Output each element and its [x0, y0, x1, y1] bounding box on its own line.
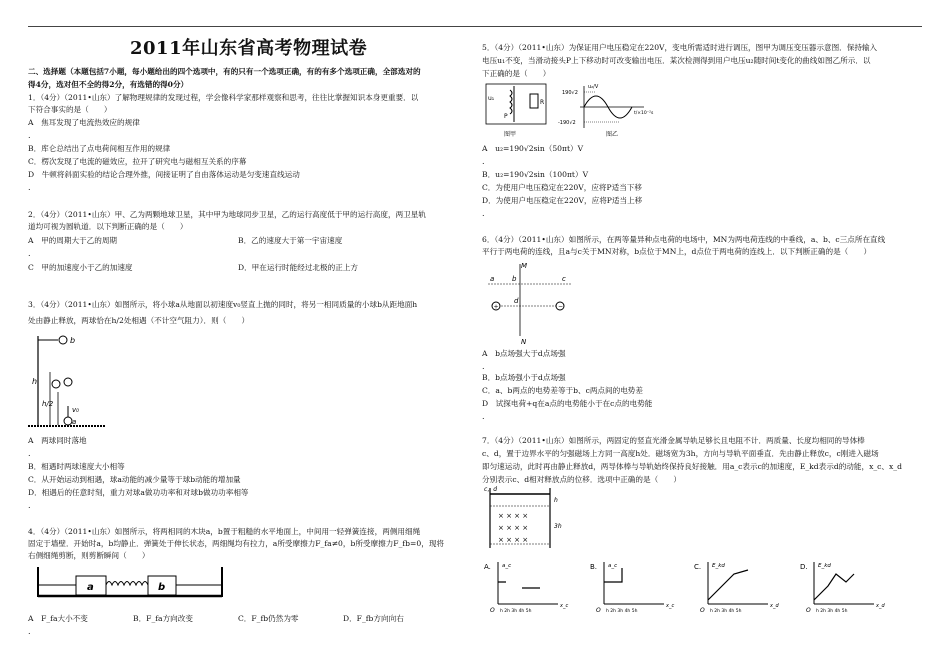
q4-option-b[interactable]: B．F_fa方向改变: [133, 614, 193, 623]
q4-stem: 4．（4分）（2011•山东）如图所示，将两相同的木块a，b置于粗糙的水平地面上，中间用一轻弹簧连接，两侧用细绳: [28, 527, 421, 536]
dot: .: [482, 209, 485, 218]
top-rule: [28, 26, 922, 27]
q4-label-a: a: [87, 582, 94, 593]
q5-label-t: t/×10⁻²s: [634, 111, 654, 116]
q3-stem-part2: 处相遇（不计空气阻力）．则（ ）: [123, 316, 250, 325]
q7-ylabel: a_c: [502, 563, 512, 569]
q6-option-d[interactable]: D 试探电荷+q在a点的电势能小于在c点的电势能: [482, 399, 653, 408]
q6-label-plus: +: [493, 303, 499, 311]
q3-fraction: h/2: [111, 316, 124, 325]
q7-figure: [484, 486, 574, 550]
q5-label-p: P: [504, 113, 508, 120]
q7-stem-cont3: 分别表示c、d相对释放点的位移．选项中正确的是（ ）: [482, 475, 681, 484]
q5-label-u1: u₁: [488, 95, 495, 102]
q7-label-h: h: [554, 497, 558, 504]
q5-option-c[interactable]: C．为使用户电压稳定在220V，应将P适当下移: [482, 183, 642, 192]
q5-stem-cont: 电压u₁不变，当滑动接头P上下移动时可改变输出电压．某次检测得到用户电压u₂随时间t变化的曲线如图乙所示．以: [482, 56, 871, 65]
q7-origin: O: [700, 607, 705, 614]
q7-field-marks: × × × ×: [498, 536, 529, 544]
dot: .: [28, 449, 31, 458]
q3-option-b[interactable]: B．相遇时两球速度大小相等: [28, 462, 125, 471]
q3-ball-a: [64, 417, 72, 425]
q6-label-b: b: [512, 275, 517, 283]
q3-figure: [28, 332, 108, 432]
q5-figure: [484, 82, 724, 140]
q7-ticks: h 2h 3h 4h 5h: [816, 609, 848, 614]
q2-stem: 2．（4分）（2011•山东）甲、乙为两颗地球卫星，其中甲为地球同步卫星，乙的运行高度低于甲的运行高度，两卫星轨: [28, 210, 426, 219]
q5-stem: 5．（4分）（2011•山东）为保证用户电压稳定在220V，变电所需适时进行调压，图甲为调压变压器示意图．保持输入: [482, 43, 878, 52]
q4-option-a[interactable]: A F_fa大小不变: [28, 614, 88, 623]
q7-label-cd: c，d: [484, 486, 498, 493]
q7-ticks: h 2h 3h 4h 5h: [710, 609, 742, 614]
q6-stem-cont: 平行于两电荷的连线，且a与c关于MN对称，b点位于MN上，d点位于两电荷的连线上．以下判断正确的是（ ）: [482, 247, 872, 256]
q7-origin: O: [806, 607, 811, 614]
q6-label-m: M: [521, 262, 528, 270]
q1-option-c[interactable]: C．楞次发现了电流的磁效应，拉开了研究电与磁相互关系的序幕: [28, 157, 247, 166]
q5-option-a[interactable]: A u₂=190√2sin（50πt）V: [482, 144, 584, 153]
q3-label-b: b: [70, 336, 76, 345]
q1-stem: 1．（4分）（2011•山东）了解物理规律的发现过程，学会像科学家那样观察和思考，往往比掌握知识本身更重要．以: [28, 93, 419, 102]
q5-resistor: [530, 94, 538, 108]
q7-ylabel: E_kd: [712, 563, 725, 569]
q2-option-b[interactable]: B．乙的速度大于第一宇宙速度: [238, 236, 343, 245]
q3-label-v0: v₀: [72, 406, 79, 414]
q6-label-a: a: [490, 275, 495, 283]
q1-stem-cont: 下符合事实的是（ ）: [28, 105, 112, 114]
q3-meet-ball-1: [52, 380, 60, 388]
q6-label-minus: −: [558, 303, 564, 311]
q1-option-a[interactable]: A 焦耳发现了电流热效应的规律: [28, 118, 140, 127]
q6-option-b[interactable]: B．b点场强小于d点场强: [482, 373, 566, 382]
dot: .: [28, 131, 31, 140]
q7-field-marks: × × × ×: [498, 512, 529, 520]
dot: .: [28, 249, 31, 258]
q7-ylabel: a_c: [608, 563, 618, 569]
q2-stem-cont: 道均可视为圆轨道．以下判断正确的是（ ）: [28, 222, 188, 231]
q7-option-b[interactable]: [590, 560, 680, 620]
q5-label-peak: 190√2: [562, 90, 578, 96]
q7-curve: [498, 582, 540, 588]
q1-option-b[interactable]: B．库仑总结出了点电荷间相互作用的规律: [28, 144, 171, 153]
q4-label-b: b: [158, 582, 166, 593]
q6-label-n: N: [521, 338, 527, 346]
q3-option-d[interactable]: D．相遇后的任意时刻，重力对球a做功功率和对球b做功功率相等: [28, 488, 249, 497]
q7-option-c[interactable]: [694, 560, 784, 620]
q7-option-letter: B.: [590, 563, 598, 571]
q7-ticks: h 2h 3h 4h 5h: [606, 609, 638, 614]
q6-label-d: d: [514, 297, 519, 305]
q7-option-graph: [484, 560, 574, 616]
section-heading-cont: 得4分，选对但不全的得2分，有选错的得0分）: [28, 80, 189, 89]
q4-stem-cont2: 右侧细绳剪断，则剪断瞬间（ ）: [28, 551, 150, 560]
q7-stem-cont2: 即匀速运动，此时再由静止释放d，两导体棒与导轨始终保持良好接触．用a_c表示c的加速度，E_kd表示d的动能，x_c、x_d: [482, 462, 902, 471]
q3-stem-cont: [28, 315, 249, 327]
dot: .: [482, 362, 485, 371]
dot: .: [482, 412, 485, 421]
q7-origin: O: [596, 607, 601, 614]
q5-option-d[interactable]: D．为使用户电压稳定在220V，应将P适当上移: [482, 196, 643, 205]
q7-option-letter: C.: [694, 563, 702, 571]
q3-label-a: a: [72, 418, 77, 426]
q6-label-c: c: [562, 275, 566, 283]
q6-stem: 6．（4分）（2011•山东）如图所示，在两等量异种点电荷的电场中，MN为两电荷连线的中垂线，a、b、c三点所在直线: [482, 235, 886, 244]
q7-origin: O: [490, 607, 495, 614]
q4-option-c[interactable]: C．F_fb仍然为零: [238, 614, 299, 623]
q7-xlabel: x_d: [876, 603, 885, 609]
q3-stem-part1: 处由静止释放，两球恰在: [28, 316, 112, 325]
q7-option-graph: [800, 560, 890, 616]
q3-label-h: h: [32, 377, 38, 386]
dot: .: [28, 501, 31, 510]
q5-label-jia: 图甲: [504, 131, 517, 138]
page-title: 2011年山东省高考物理试卷: [130, 38, 368, 59]
q3-meet-ball-2: [64, 378, 72, 386]
q5-coil: [510, 90, 512, 114]
dot: .: [28, 183, 31, 192]
section-heading: 二、选择题（本题包括7小题，每小题给出的四个选项中，有的只有一个选项正确，有的有多个选项正确，全部选对的: [28, 67, 421, 76]
dot: .: [28, 627, 31, 636]
q7-curve: [708, 570, 748, 600]
q7-option-a[interactable]: [484, 560, 574, 620]
q4-spring: [106, 582, 148, 586]
q3-stem: 3．（4分）（2011•山东）如图所示，将小球a从地面以初速度v₀竖直上抛的同时，将另一相同质量的小球b从距地面h: [28, 300, 418, 309]
q2-option-c[interactable]: C 甲的加速度小于乙的加速度: [28, 263, 133, 272]
q7-stem-cont: c、d，置于边界水平的匀强磁场上方同一高度h处．磁场宽为3h，方向与导轨平面垂直．先由静止释放c，c刚进入磁场: [482, 449, 879, 458]
q5-stem-cont2: 下正确的是（ ）: [482, 69, 551, 78]
q1-option-d[interactable]: D 牛顿将斜面实验的结论合理外推，间接证明了自由落体运动是匀变速直线运动: [28, 170, 300, 179]
q3-label-h2: h/2: [42, 400, 54, 408]
dot: .: [482, 157, 485, 166]
q7-ticks: h 2h 3h 4h 5h: [500, 609, 532, 614]
q6-option-c[interactable]: C．a、b两点的电势差等于b、c两点间的电势差: [482, 386, 643, 395]
q5-circuit: [486, 84, 546, 124]
q6-figure: [488, 260, 578, 346]
q7-curve: [604, 568, 622, 582]
q6-option-a[interactable]: A b点场强大于d点场强: [482, 349, 566, 358]
q5-label-yi: 图乙: [606, 131, 619, 138]
q4-option-d[interactable]: D．F_fb方向向右: [343, 614, 404, 623]
q7-option-letter: A.: [484, 563, 491, 571]
q7-label-3h: 3h: [554, 523, 562, 530]
q7-ylabel: E_kd: [818, 563, 831, 569]
q5-label-r: R: [540, 99, 545, 106]
q7-xlabel: x_c: [666, 603, 675, 609]
q4-figure: [36, 565, 226, 601]
q5-label-trough: -190√2: [558, 120, 576, 126]
q7-xlabel: x_d: [770, 603, 779, 609]
q7-stem: 7．（4分）（2011•山东）如图所示，两固定的竖直光滑金属导轨足够长且电阻不计．两质量、长度均相同的导体棒: [482, 436, 865, 445]
q7-option-letter: D.: [800, 563, 808, 571]
q5-option-b[interactable]: B．u₂=190√2sin（100πt）V: [482, 170, 589, 179]
q7-field-marks: × × × ×: [498, 524, 529, 532]
q5-label-u2: u₂/V: [588, 84, 599, 90]
q7-option-graph: [590, 560, 680, 616]
q7-curve: [814, 574, 854, 600]
q7-option-d[interactable]: [800, 560, 890, 620]
q3-option-c[interactable]: C．从开始运动到相遇，球a动能的减少量等于球b动能的增加量: [28, 475, 241, 484]
q7-option-graph: [694, 560, 784, 616]
q2-option-d[interactable]: D．甲在运行时能经过北极的正上方: [238, 263, 358, 272]
q2-option-a[interactable]: A 甲的周期大于乙的周期: [28, 236, 118, 245]
q4-stem-cont: 固定于墙壁．开始时a，b均静止．弹簧处于伸长状态，两细绳均有拉力，a所受摩擦力F_fa≠0，b所受摩擦力F_fb=0，现将: [28, 539, 445, 548]
q3-option-a[interactable]: A 两球同时落地: [28, 436, 87, 445]
q3-ball-b: [59, 336, 67, 344]
q7-xlabel: x_c: [560, 603, 569, 609]
